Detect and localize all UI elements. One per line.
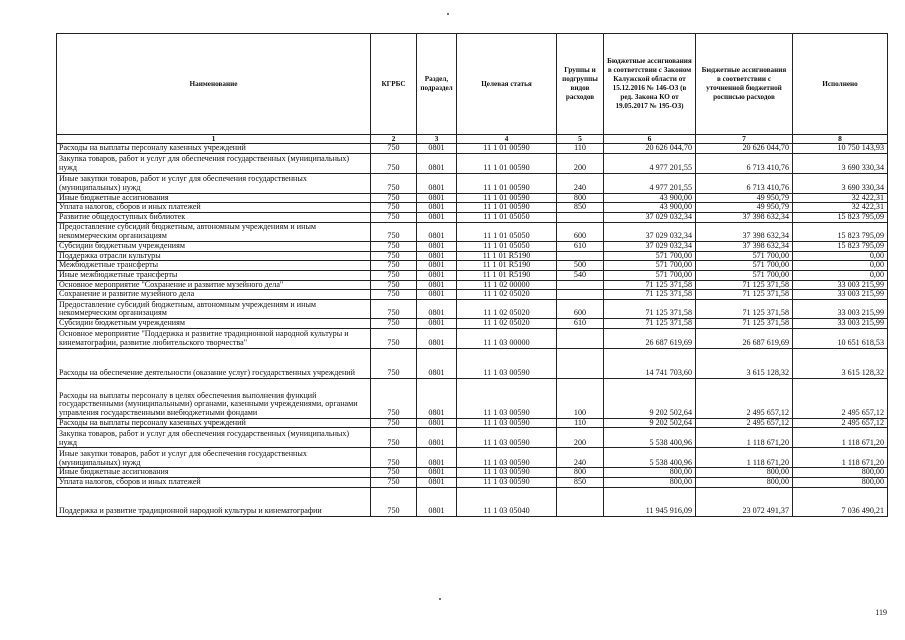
header-group: Группы и подгруппы видов расходов [557, 34, 604, 135]
row-executed: 3 690 330,34 [793, 153, 888, 173]
row-target: 11 1 03 00590 [457, 418, 557, 428]
row-executed: 0,00 [793, 251, 888, 261]
row-kgrbs: 750 [371, 468, 417, 478]
row-budget-schedule: 49 950,79 [696, 193, 793, 203]
row-budget-law: 800,00 [604, 468, 696, 478]
row-name: Расходы на выплаты персоналу в целях обеспечения выполнения функций государственными (муниципальными) органами, казенными учреждениями, органами управления государственными внебюджетными фондами [57, 378, 371, 418]
table-row [57, 478, 888, 488]
row-name: Поддержка отрасли культуры [57, 251, 371, 261]
row-group: 200 [557, 428, 604, 448]
row-name: Закупка товаров, работ и услуг для обеспечения государственных (муниципальных) нужд [57, 153, 371, 173]
row-section: 0801 [417, 270, 457, 280]
table-row [57, 378, 888, 418]
row-group: 540 [557, 270, 604, 280]
row-budget-law: 4 977 201,55 [604, 153, 696, 173]
row-group [557, 213, 604, 223]
row-budget-schedule: 71 125 371,58 [696, 280, 793, 290]
row-kgrbs: 750 [371, 241, 417, 251]
col-num: 6 [604, 135, 696, 144]
scan-speck [447, 13, 449, 15]
row-section: 0801 [417, 328, 457, 348]
row-group: 200 [557, 153, 604, 173]
row-section: 0801 [417, 418, 457, 428]
row-executed: 32 422,31 [793, 193, 888, 203]
row-budget-law: 9 202 502,64 [604, 378, 696, 418]
col-num: 3 [417, 135, 457, 144]
row-target: 11 1 01 05050 [457, 213, 557, 223]
row-budget-law: 9 202 502,64 [604, 418, 696, 428]
row-budget-law: 26 687 619,69 [604, 328, 696, 348]
row-executed: 15 823 795,09 [793, 241, 888, 251]
row-executed: 2 495 657,12 [793, 418, 888, 428]
row-group: 600 [557, 300, 604, 319]
row-target: 11 1 01 00590 [457, 173, 557, 193]
row-section: 0801 [417, 290, 457, 300]
row-budget-schedule: 71 125 371,58 [696, 300, 793, 319]
row-kgrbs: 750 [371, 280, 417, 290]
row-group: 800 [557, 468, 604, 478]
row-executed: 0,00 [793, 270, 888, 280]
row-kgrbs: 750 [371, 203, 417, 213]
row-target: 11 1 03 00590 [457, 448, 557, 468]
row-budget-schedule: 571 700,00 [696, 251, 793, 261]
row-target: 11 1 01 R5190 [457, 251, 557, 261]
col-num: 1 [57, 135, 371, 144]
row-section: 0801 [417, 213, 457, 223]
row-kgrbs: 750 [371, 193, 417, 203]
row-target: 11 1 03 00590 [457, 378, 557, 418]
row-budget-law: 71 125 371,58 [604, 300, 696, 319]
page-number: 119 [875, 608, 887, 617]
row-executed: 10 651 618,53 [793, 328, 888, 348]
row-section: 0801 [417, 222, 457, 241]
table-row [57, 241, 888, 251]
row-kgrbs: 750 [371, 348, 417, 378]
row-name: Сохранение и развитие музейного дела [57, 290, 371, 300]
row-executed: 2 495 657,12 [793, 378, 888, 418]
row-group: 610 [557, 319, 604, 329]
row-budget-schedule: 571 700,00 [696, 261, 793, 271]
row-budget-law: 4 977 201,55 [604, 173, 696, 193]
row-name: Предоставление субсидий бюджетным, автономным учреждениям и иным некоммерческим организациям [57, 222, 371, 241]
row-budget-law: 71 125 371,58 [604, 319, 696, 329]
row-budget-schedule: 37 398 632,34 [696, 213, 793, 223]
row-target: 11 1 03 00000 [457, 328, 557, 348]
header-name: Наименование [57, 34, 371, 135]
row-target: 11 1 02 05020 [457, 300, 557, 319]
table-row [57, 213, 888, 223]
row-section: 0801 [417, 251, 457, 261]
row-budget-schedule: 2 495 657,12 [696, 418, 793, 428]
col-num: 5 [557, 135, 604, 144]
row-executed: 33 003 215,99 [793, 319, 888, 329]
row-name: Субсидии бюджетным учреждениям [57, 319, 371, 329]
row-name: Закупка товаров, работ и услуг для обеспечения государственных (муниципальных) нужд [57, 428, 371, 448]
col-num: 4 [457, 135, 557, 144]
table-row [57, 193, 888, 203]
header-executed: Исполнено [793, 34, 888, 135]
row-group: 500 [557, 261, 604, 271]
row-section: 0801 [417, 448, 457, 468]
row-section: 0801 [417, 300, 457, 319]
table-row [57, 290, 888, 300]
row-target: 11 1 03 00590 [457, 478, 557, 488]
table-row [57, 448, 888, 468]
row-name: Иные бюджетные ассигнования [57, 468, 371, 478]
table-row [57, 270, 888, 280]
table-row [57, 300, 888, 319]
row-group: 240 [557, 448, 604, 468]
row-budget-schedule: 1 118 671,20 [696, 448, 793, 468]
row-kgrbs: 750 [371, 487, 417, 516]
row-group: 850 [557, 203, 604, 213]
row-section: 0801 [417, 280, 457, 290]
table-row [57, 348, 888, 378]
row-executed: 33 003 215,99 [793, 280, 888, 290]
row-name: Расходы на выплаты персоналу казенных учреждений [57, 418, 371, 428]
row-executed: 0,00 [793, 261, 888, 271]
row-section: 0801 [417, 173, 457, 193]
table-row [57, 487, 888, 516]
row-group [557, 280, 604, 290]
row-kgrbs: 750 [371, 213, 417, 223]
header-budget-schedule: Бюджетные ассигнования в соответствии с уточненной бюджетной росписью расходов [696, 34, 793, 135]
row-section: 0801 [417, 319, 457, 329]
table-row [57, 319, 888, 329]
row-group: 110 [557, 418, 604, 428]
row-budget-law: 5 538 400,96 [604, 448, 696, 468]
row-target: 11 1 01 05050 [457, 222, 557, 241]
row-name: Уплата налогов, сборов и иных платежей [57, 203, 371, 213]
row-name: Предоставление субсидий бюджетным, автономным учреждениям и иным некоммерческим организациям [57, 300, 371, 319]
table-row [57, 203, 888, 213]
row-executed: 10 750 143,93 [793, 144, 888, 154]
row-group: 100 [557, 378, 604, 418]
row-kgrbs: 750 [371, 261, 417, 271]
header-budget-law: Бюджетные ассигнования в соответствии с Законом Калужской области от 15.12.2016 № 146-ОЗ (в ред. Закона КО от 19.05.2017 № 195-ОЗ) [604, 34, 696, 135]
table-row [57, 144, 888, 154]
row-name: Иные бюджетные ассигнования [57, 193, 371, 203]
row-name: Расходы на выплаты персоналу казенных учреждений [57, 144, 371, 154]
row-target: 11 1 02 05020 [457, 319, 557, 329]
row-name: Основное мероприятие "Поддержка и развитие традиционной народной культуры и кинематографии, развитие любительского творчества" [57, 328, 371, 348]
row-group [557, 348, 604, 378]
row-budget-law: 14 741 703,60 [604, 348, 696, 378]
row-target: 11 1 01 R5190 [457, 261, 557, 271]
row-target: 11 1 03 00590 [457, 428, 557, 448]
row-budget-law: 571 700,00 [604, 270, 696, 280]
table-row [57, 328, 888, 348]
row-budget-schedule: 2 495 657,12 [696, 378, 793, 418]
header-kgrbs: КГРБС [371, 34, 417, 135]
table-row [57, 173, 888, 193]
row-section: 0801 [417, 261, 457, 271]
row-name: Уплата налогов, сборов и иных платежей [57, 478, 371, 488]
row-target: 11 1 01 00590 [457, 193, 557, 203]
row-budget-schedule: 3 615 128,32 [696, 348, 793, 378]
row-target: 11 1 01 00590 [457, 203, 557, 213]
row-budget-schedule: 6 713 410,76 [696, 173, 793, 193]
budget-table [56, 33, 888, 517]
table-row [57, 261, 888, 271]
row-budget-schedule: 71 125 371,58 [696, 319, 793, 329]
row-executed: 15 823 795,09 [793, 222, 888, 241]
col-num: 7 [696, 135, 793, 144]
row-executed: 15 823 795,09 [793, 213, 888, 223]
row-budget-schedule: 6 713 410,76 [696, 153, 793, 173]
row-section: 0801 [417, 428, 457, 448]
row-section: 0801 [417, 144, 457, 154]
row-group: 110 [557, 144, 604, 154]
row-executed: 33 003 215,99 [793, 290, 888, 300]
row-budget-law: 800,00 [604, 478, 696, 488]
row-group [557, 328, 604, 348]
row-group: 600 [557, 222, 604, 241]
row-name: Поддержка и развитие традиционной народной культуры и кинематографии [57, 487, 371, 516]
row-kgrbs: 750 [371, 448, 417, 468]
row-budget-law: 571 700,00 [604, 251, 696, 261]
row-kgrbs: 750 [371, 300, 417, 319]
row-section: 0801 [417, 203, 457, 213]
row-kgrbs: 750 [371, 290, 417, 300]
row-group: 240 [557, 173, 604, 193]
row-budget-law: 71 125 371,58 [604, 290, 696, 300]
row-target: 11 1 01 00590 [457, 153, 557, 173]
row-kgrbs: 750 [371, 428, 417, 448]
row-kgrbs: 750 [371, 270, 417, 280]
col-num: 8 [793, 135, 888, 144]
row-budget-schedule: 71 125 371,58 [696, 290, 793, 300]
table-row [57, 428, 888, 448]
row-section: 0801 [417, 153, 457, 173]
row-target: 11 1 01 05050 [457, 241, 557, 251]
row-group: 610 [557, 241, 604, 251]
row-name: Иные закупки товаров, работ и услуг для обеспечения государственных (муниципальных) нужд [57, 448, 371, 468]
header-target: Целевая статья [457, 34, 557, 135]
table-row [57, 153, 888, 173]
table-row [57, 222, 888, 241]
row-budget-schedule: 23 072 491,37 [696, 487, 793, 516]
row-name: Основное мероприятие "Сохранение и развитие музейного дела" [57, 280, 371, 290]
row-budget-schedule: 20 626 044,70 [696, 144, 793, 154]
row-target: 11 1 01 00590 [457, 144, 557, 154]
table-row [57, 251, 888, 261]
row-budget-law: 20 626 044,70 [604, 144, 696, 154]
row-executed: 3 690 330,34 [793, 173, 888, 193]
row-budget-schedule: 37 398 632,34 [696, 241, 793, 251]
row-budget-schedule: 49 950,79 [696, 203, 793, 213]
row-target: 11 1 03 00590 [457, 348, 557, 378]
row-kgrbs: 750 [371, 144, 417, 154]
row-executed: 800,00 [793, 478, 888, 488]
row-budget-law: 43 900,00 [604, 203, 696, 213]
row-executed: 1 118 671,20 [793, 448, 888, 468]
row-section: 0801 [417, 468, 457, 478]
row-executed: 7 036 490,21 [793, 487, 888, 516]
row-name: Иные межбюджетные трансферты [57, 270, 371, 280]
row-budget-law: 37 029 032,34 [604, 222, 696, 241]
row-budget-law: 71 125 371,58 [604, 280, 696, 290]
row-group: 850 [557, 478, 604, 488]
row-budget-law: 5 538 400,96 [604, 428, 696, 448]
table-body [57, 144, 888, 517]
row-kgrbs: 750 [371, 251, 417, 261]
row-budget-law: 37 029 032,34 [604, 213, 696, 223]
row-executed: 800,00 [793, 468, 888, 478]
column-number-row [57, 135, 888, 144]
row-section: 0801 [417, 241, 457, 251]
row-kgrbs: 750 [371, 173, 417, 193]
row-group: 800 [557, 193, 604, 203]
row-budget-law: 37 029 032,34 [604, 241, 696, 251]
row-budget-law: 11 945 916,09 [604, 487, 696, 516]
row-executed: 1 118 671,20 [793, 428, 888, 448]
row-section: 0801 [417, 478, 457, 488]
row-budget-schedule: 1 118 671,20 [696, 428, 793, 448]
row-name: Субсидии бюджетным учреждениям [57, 241, 371, 251]
header-row [57, 34, 888, 135]
row-group [557, 290, 604, 300]
row-section: 0801 [417, 487, 457, 516]
header-section: Раздел, подраздел [417, 34, 457, 135]
row-section: 0801 [417, 378, 457, 418]
row-group [557, 487, 604, 516]
row-budget-schedule: 800,00 [696, 468, 793, 478]
row-target: 11 1 03 00590 [457, 468, 557, 478]
row-kgrbs: 750 [371, 378, 417, 418]
row-name: Расходы на обеспечение деятельности (оказание услуг) государственных учреждений [57, 348, 371, 378]
row-name: Иные закупки товаров, работ и услуг для обеспечения государственных (муниципальных) нужд [57, 173, 371, 193]
row-kgrbs: 750 [371, 418, 417, 428]
scan-speck [439, 598, 441, 600]
budget-sheet [56, 33, 887, 517]
row-budget-law: 43 900,00 [604, 193, 696, 203]
row-budget-schedule: 800,00 [696, 478, 793, 488]
row-kgrbs: 750 [371, 222, 417, 241]
row-kgrbs: 750 [371, 328, 417, 348]
row-executed: 32 422,31 [793, 203, 888, 213]
row-target: 11 1 01 R5190 [457, 270, 557, 280]
row-name: Развитие общедоступных библиотек [57, 213, 371, 223]
row-section: 0801 [417, 348, 457, 378]
row-target: 11 1 02 05020 [457, 290, 557, 300]
row-budget-schedule: 26 687 619,69 [696, 328, 793, 348]
row-budget-law: 571 700,00 [604, 261, 696, 271]
row-kgrbs: 750 [371, 153, 417, 173]
row-group [557, 251, 604, 261]
row-section: 0801 [417, 193, 457, 203]
row-target: 11 1 02 00000 [457, 280, 557, 290]
table-row [57, 280, 888, 290]
table-row [57, 468, 888, 478]
row-kgrbs: 750 [371, 319, 417, 329]
row-kgrbs: 750 [371, 478, 417, 488]
row-executed: 3 615 128,32 [793, 348, 888, 378]
row-target: 11 1 03 05040 [457, 487, 557, 516]
row-budget-schedule: 37 398 632,34 [696, 222, 793, 241]
row-budget-schedule: 571 700,00 [696, 270, 793, 280]
row-executed: 33 003 215,99 [793, 300, 888, 319]
col-num: 2 [371, 135, 417, 144]
row-name: Межбюджетные трансферты [57, 261, 371, 271]
table-row [57, 418, 888, 428]
